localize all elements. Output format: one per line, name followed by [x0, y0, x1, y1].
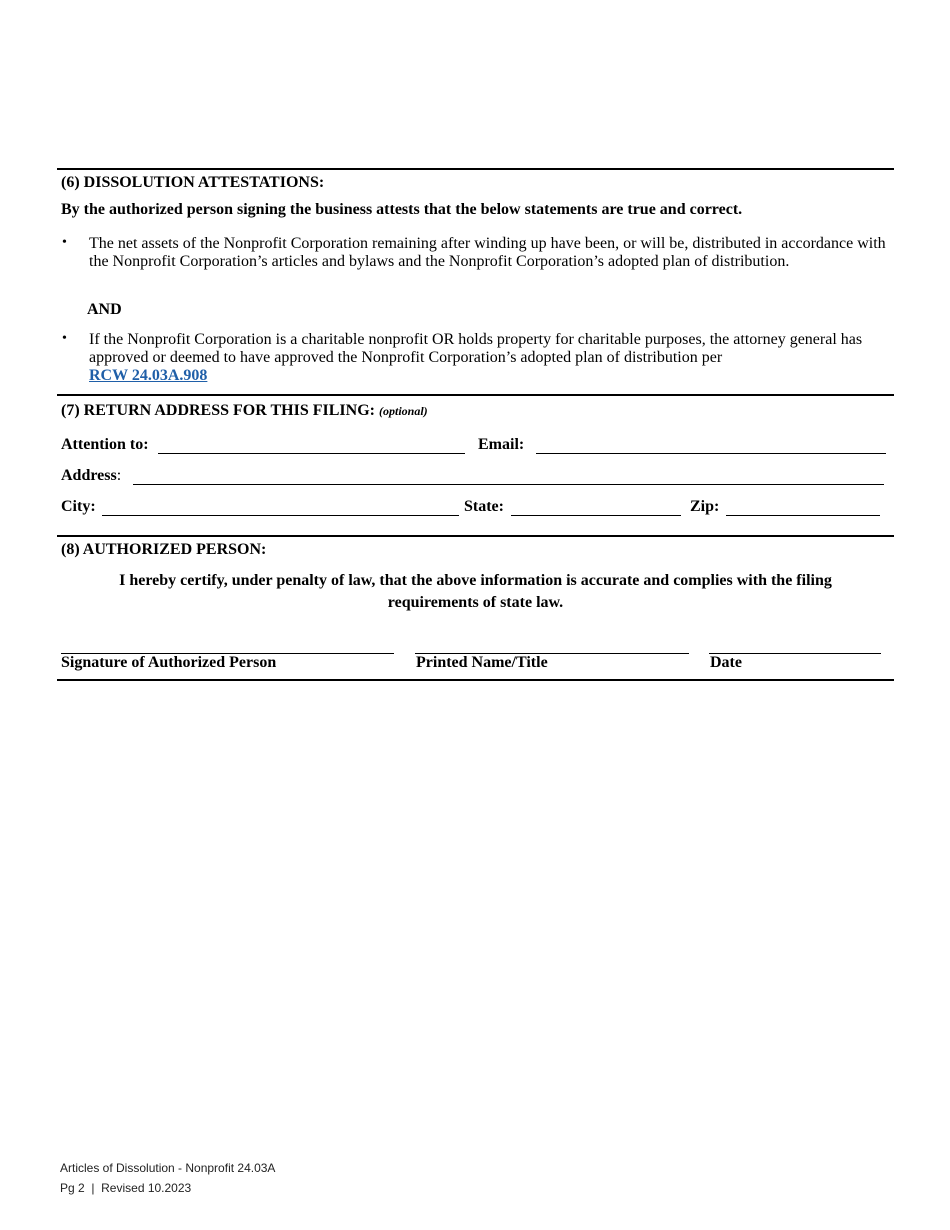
- bullet-icon: •: [62, 235, 67, 250]
- zip-label: Zip:: [690, 498, 720, 515]
- attention-field[interactable]: [158, 453, 465, 454]
- date-label: Date: [710, 654, 742, 671]
- certification-line-2: requirements of state law.: [387, 594, 564, 611]
- zip-field[interactable]: [726, 515, 880, 516]
- section-6-top-rule: [57, 168, 894, 170]
- section-8-heading: (8) AUTHORIZED PERSON:: [61, 541, 267, 558]
- signature-label: Signature of Authorized Person: [61, 654, 277, 671]
- rcw-link[interactable]: RCW 24.03A.908: [89, 367, 208, 384]
- city-field[interactable]: [102, 515, 459, 516]
- city-label: City:: [61, 498, 96, 515]
- optional-note: (optional): [378, 404, 428, 418]
- section-6-heading: (6) DISSOLUTION ATTESTATIONS:: [61, 174, 325, 191]
- section-7-top-rule: [57, 394, 894, 396]
- address-field[interactable]: [133, 484, 884, 485]
- section-8-top-rule: [57, 535, 894, 537]
- section-7-heading: (7) RETURN ADDRESS FOR THIS FILING:: [61, 402, 375, 419]
- email-field[interactable]: [536, 453, 886, 454]
- attestation-intro: By the authorized person signing the business attests that the below statements are true and correct.: [61, 201, 743, 218]
- address-colon: :: [116, 467, 122, 484]
- printed-name-label: Printed Name/Title: [416, 654, 548, 671]
- address-label-row: [61, 467, 121, 485]
- email-label: Email:: [478, 436, 525, 453]
- footer-form-title: Articles of Dissolution - Nonprofit 24.03A: [60, 1161, 276, 1175]
- attestation-statement-2: If the Nonprofit Corporation is a charitable nonprofit OR holds property for charitable purposes, the attorney general has approved or deemed to have approved the Nonprofit Corporation’s adopted plan of distribution per: [89, 331, 863, 366]
- bullet-icon: •: [62, 331, 67, 346]
- address-label: Address: [61, 467, 117, 484]
- section-7-heading-row: [61, 402, 428, 420]
- certification-line-1: I hereby certify, under penalty of law, that the above information is accurate and complies with the filing: [119, 572, 832, 589]
- footer-page-info: Pg 2 | Revised 10.2023: [60, 1181, 192, 1195]
- certification-statement: [57, 570, 894, 614]
- attention-label: Attention to:: [61, 436, 149, 453]
- section-8-bottom-rule: [57, 679, 894, 681]
- state-field[interactable]: [511, 515, 681, 516]
- and-label: AND: [87, 301, 122, 318]
- state-label: State:: [464, 498, 504, 515]
- attestation-statement-1: The net assets of the Nonprofit Corporation remaining after winding up have been, or will be, distributed in accordance with the Nonprofit Corporation’s articles and bylaws and the Nonprofit Corporation’s adopted plan of distribution.: [89, 235, 886, 270]
